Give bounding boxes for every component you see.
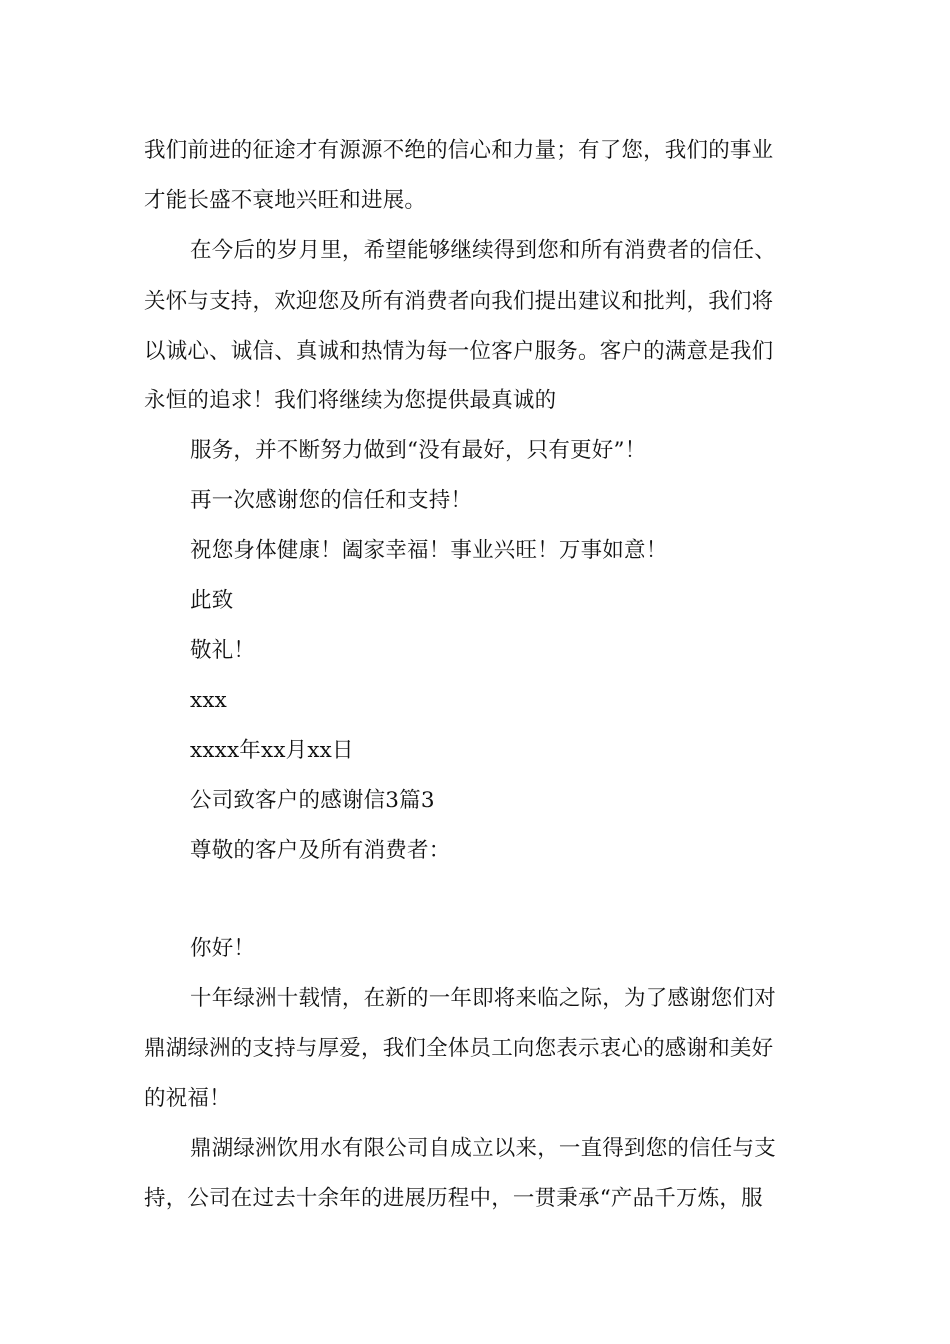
text-line: 祝您身体健康！阖家幸福！事业兴旺！万事如意！: [190, 538, 668, 563]
text-line: 再一次感谢您的信任和支持！: [190, 488, 473, 513]
text-line: 的祝福！: [144, 1086, 231, 1111]
text-line: 以诚心、诚信、真诚和热情为每一位客户服务。客户的满意是我们: [144, 339, 774, 364]
closing-salutation: 敬礼！: [190, 638, 256, 663]
signature-date: xxxx年xx月xx日: [190, 738, 354, 763]
text-line: 才能长盛不衰地兴旺和进展。: [144, 188, 427, 213]
paragraph-start: 鼎湖绿洲饮用水有限公司自成立以来，一直得到您的信任与支: [190, 1136, 776, 1161]
text-line: 鼎湖绿洲的支持与厚爱，我们全体员工向您表示衷心的感谢和美好: [144, 1036, 774, 1061]
paragraph-start: 十年绿洲十载情，在新的一年即将来临之际，为了感谢您们对: [190, 986, 776, 1011]
section-title: 公司致客户的感谢信3篇3: [190, 788, 435, 813]
paragraph-start: 在今后的岁月里，希望能够继续得到您和所有消费者的信任、: [190, 238, 776, 263]
text-line: 持，公司在过去十余年的进展历程中，一贯秉承“产品千万炼，服: [144, 1186, 763, 1211]
greeting: 你好！: [190, 936, 256, 961]
greeting-recipient: 尊敬的客户及所有消费者：: [190, 838, 451, 863]
closing-line: 此致: [190, 588, 234, 613]
text-line: 我们前进的征途才有源源不绝的信心和力量；有了您，我们的事业: [144, 138, 774, 163]
text-line: 永恒的追求！我们将继续为您提供最真诚的: [144, 388, 557, 413]
text-line: 关怀与支持，欢迎您及所有消费者向我们提出建议和批判，我们将: [144, 289, 774, 314]
text-line: 服务，并不断努力做到“没有最好，只有更好”！: [190, 438, 647, 463]
signature-name: xxx: [190, 688, 227, 713]
